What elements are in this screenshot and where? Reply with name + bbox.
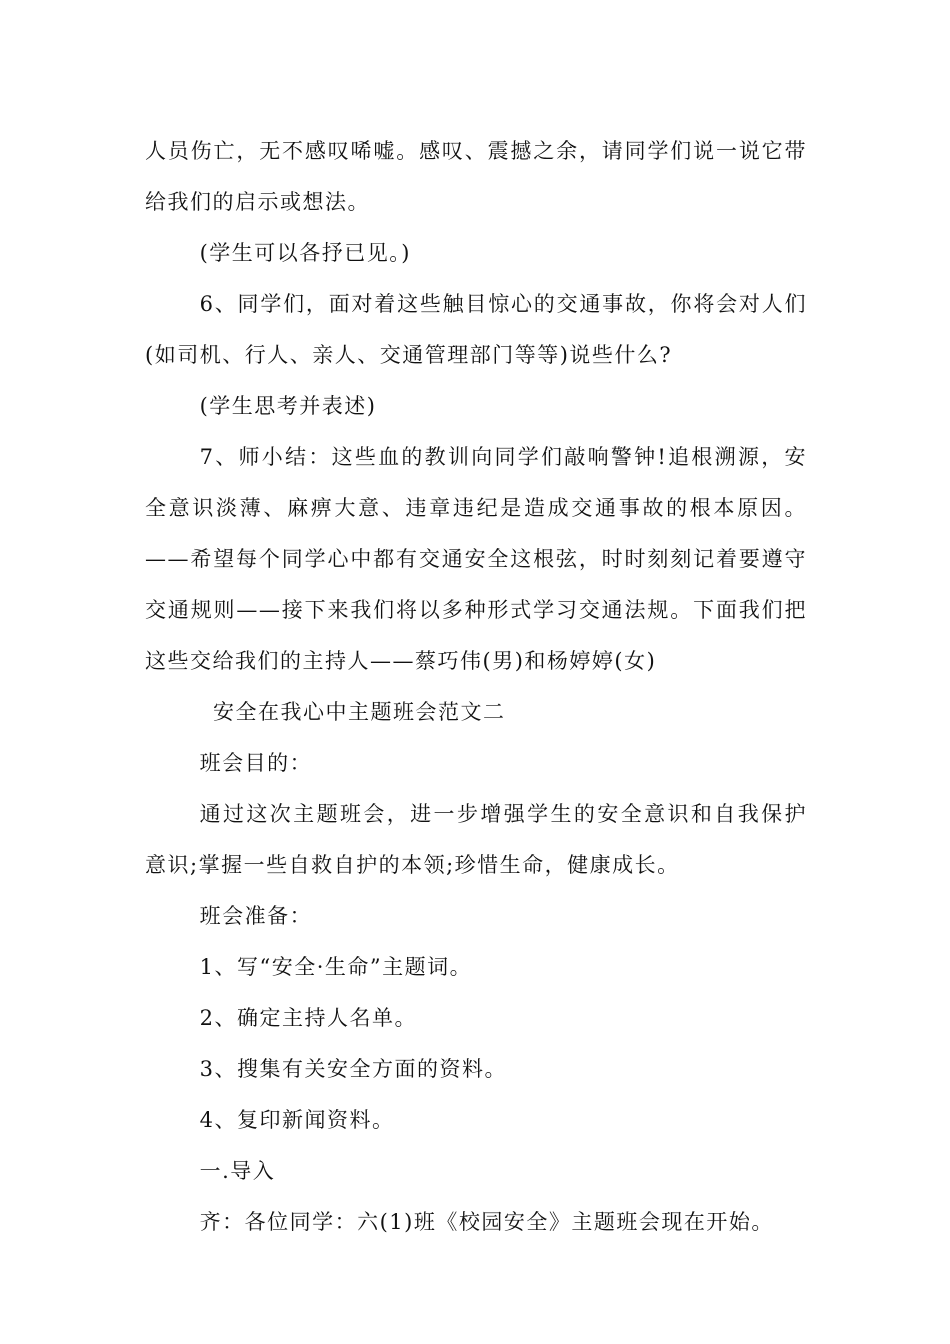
- paragraph-12: 3、搜集有关安全方面的资料。: [199, 1057, 507, 1081]
- paragraph-8: 通过这次主题班会，进一步增强学生的安全意识和自我保护意识;掌握一些自救自护的本领;珍惜生命，健康成长。: [145, 802, 807, 877]
- paragraph-4: (学生思考并表述): [199, 394, 377, 418]
- document-body: [145, 126, 807, 1248]
- paragraph-10: 1、写“安全·生命”主题词。: [199, 955, 473, 979]
- paragraph-3: 6、同学们，面对着这些触目惊心的交通事故，你将会对人们(如司机、行人、亲人、交通管理部门等等)说些什么?: [145, 292, 807, 367]
- paragraph-13: 4、复印新闻资料。: [199, 1108, 395, 1132]
- paragraph-2: (学生可以各抒已见。): [199, 241, 411, 265]
- paragraph-9: 班会准备：: [199, 904, 313, 928]
- paragraph-1: 人员伤亡，无不感叹唏嘘。感叹、震撼之余，请同学们说一说它带给我们的启示或想法。: [145, 139, 807, 214]
- section-title: 安全在我心中主题班会范文二: [213, 700, 506, 724]
- paragraph-7: 班会目的：: [199, 751, 313, 775]
- paragraph-15: 齐：各位同学：六(1)班《校园安全》主题班会现在开始。: [199, 1210, 774, 1234]
- paragraph-14: 一.导入: [199, 1159, 276, 1183]
- paragraph-11: 2、确定主持人名单。: [199, 1006, 417, 1030]
- paragraph-5: 7、师小结：这些血的教训向同学们敲响警钟!追根溯源，安全意识淡薄、麻痹大意、违章违纪是造成交通事故的根本原因。——希望每个同学心中都有交通安全这根弦，时时刻刻记着要遵守交通规则——接下来我们将以多种形式学习交通法规。下面我们把这些交给我们的主持人——蔡巧伟(男)和杨婷婷(女): [145, 445, 807, 673]
